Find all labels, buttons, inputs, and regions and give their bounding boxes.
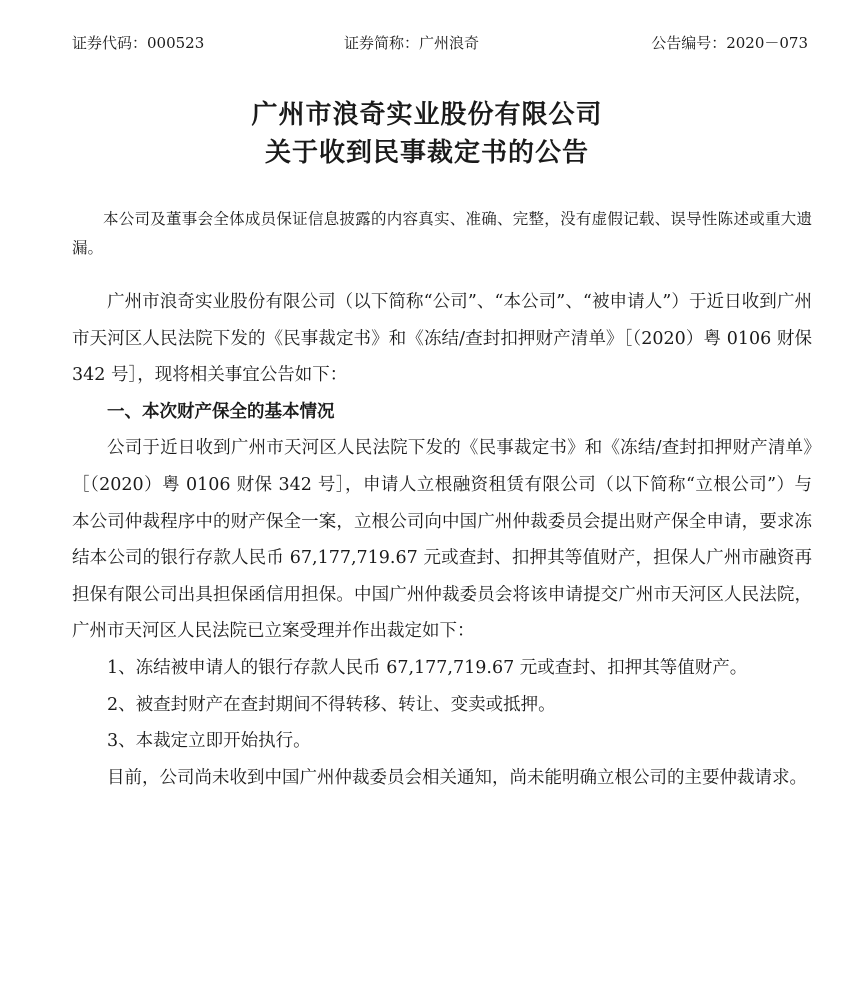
- intro-paragraph: 广州市浪奇实业股份有限公司（以下简称“公司”、“本公司”、“被申请人”）于近日收到广州市天河区人民法院下发的《民事裁定书》和《冻结/查封扣押财产清单》［（2020）粤 0106 财保 342 号］，现将相关事宜公告如下：: [72, 292, 812, 386]
- current-status-paragraph: 目前，公司尚未收到中国广州仲裁委员会相关通知，尚未能明确立根公司的主要仲裁请求。: [107, 767, 807, 788]
- ruling-item-3: 3、本裁定立即开始执行。: [107, 731, 311, 752]
- title-company: 广州市浪奇实业股份有限公司: [251, 100, 603, 130]
- section-body-paragraph: 公司于近日收到广州市天河区人民法院下发的《民事裁定书》和《冻结/查封扣押财产清单》［（2020）粤 0106 财保 342 号］，申请人立根融资租赁有限公司（以下简称“立根公司”）与本公司仲裁程序中的财产保全一案，立根公司向中国广州仲裁委员会提出财产保全申请，要求冻结本公司的银行存款人民币 67,177,719.67 元或查封、扣押其等值财产，担保人广州市融资再担保有限公司出具担保函信用担保。中国广州仲裁委员会将该申请提交广州市天河区人民法院，广州市天河区人民法院已立案受理并作出裁定如下：: [72, 438, 812, 642]
- board-guarantee-notice: 本公司及董事会全体成员保证信息披露的内容真实、准确、完整，没有虚假记载、误导性陈述或重大遗漏。: [72, 210, 812, 257]
- document-title: [0, 96, 854, 172]
- ruling-item-1: 1、冻结被申请人的银行存款人民币 67,177,719.67 元或查封、扣押其等值财产。: [107, 657, 748, 678]
- announcement-body: [72, 284, 812, 796]
- section-title: 一、本次财产保全的基本情况: [107, 401, 335, 422]
- announcement-number: 公告编号：2020－073: [651, 34, 808, 52]
- document-header: [72, 30, 808, 56]
- stock-short-name: 证券简称：广州浪奇: [344, 34, 480, 52]
- title-subject: 关于收到民事裁定书的公告: [264, 138, 589, 168]
- ruling-item-2: 2、被查封财产在查封期间不得转移、转让、变卖或抵押。: [107, 694, 556, 715]
- stock-code: 证券代码：000523: [72, 34, 205, 52]
